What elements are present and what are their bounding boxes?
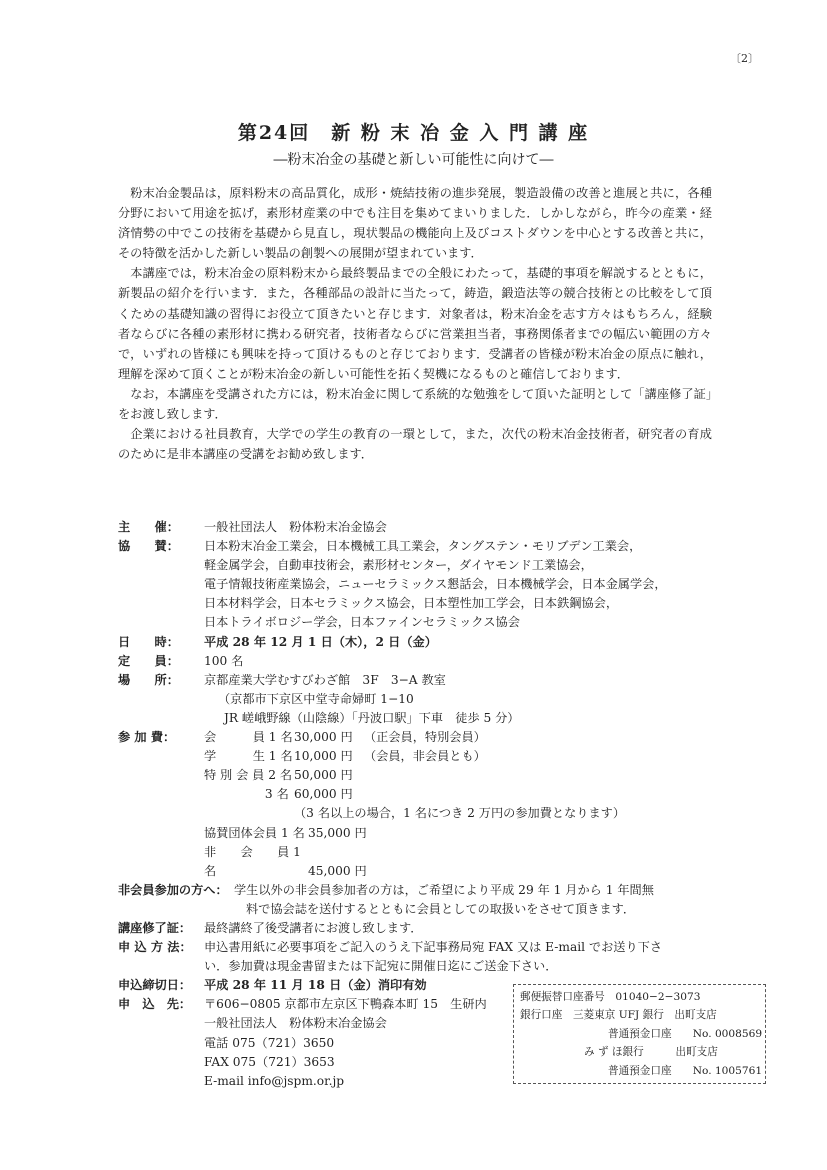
fee-note: （会員，非会員とも）: [364, 749, 486, 764]
sponsors-line: 日本トライボロジー学会，日本ファインセラミックス協会: [204, 615, 520, 630]
intro-paragraph: なお，本講座を受講された方には，粉末冶金に関して系統的な勉強をして頂いた証明として「講座修了証」をお渡し致します．: [118, 386, 712, 422]
fee-amount: 35,000 円: [308, 825, 367, 840]
venue-line: JR 嵯峨野線（山陰線）「丹波口駅」下車 徒歩 5 分）: [224, 710, 520, 725]
venue-label: 場 所：: [118, 672, 179, 687]
organizer-value: 一般社団法人 粉体粉末冶金協会: [204, 520, 387, 534]
intro-text: [118, 183, 712, 464]
page-number: 〔2〕: [730, 52, 759, 65]
deadline-value: 平成 28 年 11 月 18 日（金）消印有効: [204, 978, 427, 993]
page-subtitle: ―粉末冶金の基礎と新しい可能性に向けて―: [273, 152, 554, 168]
fee-amount: 45,000 円: [308, 863, 367, 878]
fee-line: [204, 843, 718, 881]
fee-amount: 50,000 円: [294, 768, 353, 783]
nonmember-line: 学生以外の非会員参加者の方は，ご希望により平成 29 年 1 月から 1 年間無: [234, 882, 654, 897]
fee-category: 協賛団体会員 1 名: [204, 825, 305, 840]
sponsors-row: [118, 537, 718, 632]
fees-row: [118, 728, 718, 881]
bank-account-1-number: [520, 1025, 763, 1043]
fee-line: [204, 785, 718, 804]
account-number: No. 1005761: [692, 1064, 763, 1077]
fee-note: （3 名以上の場合，1 名につき 2 万円の参加費となります）: [294, 806, 626, 821]
contact-line: 一般社団法人 粉体粉末冶金協会: [204, 1016, 387, 1031]
organizer-label: 主 催：: [118, 520, 179, 534]
certificate-label: 講座修了証：: [118, 920, 192, 935]
account-type: 普通預金口座: [608, 1064, 672, 1077]
bank-account-2: [520, 1043, 759, 1061]
application-row: [118, 938, 718, 976]
contact-fax: FAX 075（721）3653: [204, 1054, 335, 1069]
contact-label: 申 込 先：: [118, 997, 192, 1012]
application-line: 申込書用紙に必要事項をご記入のうえ下記事務局宛 FAX 又は E-mail でお送り下さ: [204, 940, 663, 955]
nonmember-line: 料で協会誌を送付するとともに会員としての取扱いをさせて頂きます．: [246, 901, 636, 916]
fee-line: [204, 766, 718, 785]
bank-account-1: 銀行口座 三菱東京 UFJ 銀行 出町支店: [520, 1009, 717, 1022]
fee-category: 学 生 1 名: [204, 749, 293, 764]
fee-category: 非 会 員 1 名: [204, 844, 301, 878]
sponsors-line: 日本粉末冶金工業会，日本機械工具工業会，タングステン・モリブデン工業会，: [204, 539, 642, 554]
capacity-label: 定 員：: [118, 653, 179, 668]
contact-phone: 電話 075（721）3650: [204, 1035, 335, 1050]
sponsors-line: 日本材料学会，日本セラミックス協会，日本塑性加工学会，日本鉄鋼協会，: [204, 596, 619, 611]
venue-row: [118, 671, 718, 728]
fee-note: （正会員，特別会員）: [364, 730, 486, 745]
organizer-row: [118, 518, 718, 537]
certificate-row: [118, 919, 718, 938]
application-line: い．参加費は現金書留または下記宛に開催日迄にご送金下さい．: [204, 959, 558, 974]
account-number: No. 0008569: [692, 1027, 763, 1040]
account-type: 普通預金口座: [608, 1027, 672, 1040]
sponsors-line: 電子情報技術産業協会，ニューセラミックス懇話会，日本機械学会，日本金属学会，: [204, 577, 667, 592]
date-row: [118, 633, 718, 652]
bank-name: み ず ほ銀行: [584, 1046, 644, 1059]
venue-line: 京都産業大学むすびわざ館 3F 3−A 教室: [204, 672, 446, 687]
fee-amount: 10,000 円: [294, 749, 353, 764]
fee-amount: 30,000 円: [294, 730, 353, 745]
bank-info-box: [513, 984, 766, 1084]
postal-account: 郵便振替口座番号 01040−2−3073: [520, 991, 701, 1003]
fee-category: 3 名: [204, 787, 289, 802]
venue-line: （京都市下京区中堂寺命婦町 1−10: [218, 691, 414, 706]
contact-line: 〒606−0805 京都市左京区下鴨森本町 15 生研内: [204, 997, 487, 1012]
bank-branch: 出町支店: [675, 1046, 718, 1059]
nonmember-row: [118, 881, 718, 919]
fee-amount: 60,000 円: [294, 787, 353, 802]
sponsors-label: 協 賛：: [118, 539, 179, 554]
fee-category: 会 員 1 名: [204, 730, 293, 745]
fee-category: 特 別 会 員 2 名: [204, 768, 293, 783]
intro-paragraph: 企業における社員教育，大学での学生の教育の一環として，また，次代の粉末冶金技術者，研究者の育成のために是非本講座の受講をお勧め致します．: [118, 427, 712, 462]
certificate-value: 最終講終了後受講者にお渡し致します．: [204, 920, 423, 935]
fee-line: [204, 747, 718, 766]
capacity-row: [118, 652, 718, 671]
bank-account-2-number: [520, 1062, 763, 1080]
fees-label: 参 加 費：: [118, 730, 176, 745]
intro-paragraph: 本講座では，粉末冶金の原料粉末から最終製品までの全般にわたって，基礎的事項を解説するとともに，新製品の紹介を行います．また，各種部品の設計に当たって，鋳造，鍛造法等の競合技術との比較をして頂くための基礎知識の習得にお役立て頂きたいと存じます．対象者は，粉末冶金を志す方々はもちろん，経験者ならびに各種の素形材に携わる研究者，技術者ならびに営業担当者，事務関係者までの幅広い範囲の方々で，いずれの皆様にも興味を持って頂けるものと存じております．受講者の皆様が粉末冶金の原点に触れ，理解を深めて頂くことが粉末冶金の新しい可能性を拓く契機になるものと確信しております．: [118, 266, 712, 381]
sponsors-line: 軽金属学会，自動車技術会，素形材センター，ダイヤモンド工業協会，: [204, 558, 593, 573]
application-label: 申 込 方 法：: [118, 940, 192, 955]
contact-email: E-mail info@jspm.or.jp: [204, 1073, 345, 1088]
page-title: 第24回 新 粉 末 冶 金 入 門 講 座: [237, 122, 590, 144]
fee-line: [204, 824, 718, 843]
deadline-label: 申込締切日：: [118, 978, 192, 993]
intro-paragraph: 粉末冶金製品は，原料粉末の高品質化，成形・焼結技術の進歩発展，製造設備の改善と進展と共に，各種分野において用途を拡げ，素形材産業の中でも注目を集めてまいりました．しかしながら，昨今の産業・経済情勢の中でこの技術を基礎から見直し，現状製品の機能向上及びコストダウンを中心とする改善と共に，その特徴を活かした新しい製品の創製への展開が望まれています．: [118, 186, 712, 261]
fee-line: [204, 728, 718, 747]
capacity-value: 100 名: [204, 653, 244, 668]
date-value: 平成 28 年 12 月 1 日（木），2 日（金）: [204, 634, 437, 649]
nonmember-label: 非会員参加の方へ：: [118, 882, 228, 897]
date-label: 日 時：: [118, 634, 179, 649]
